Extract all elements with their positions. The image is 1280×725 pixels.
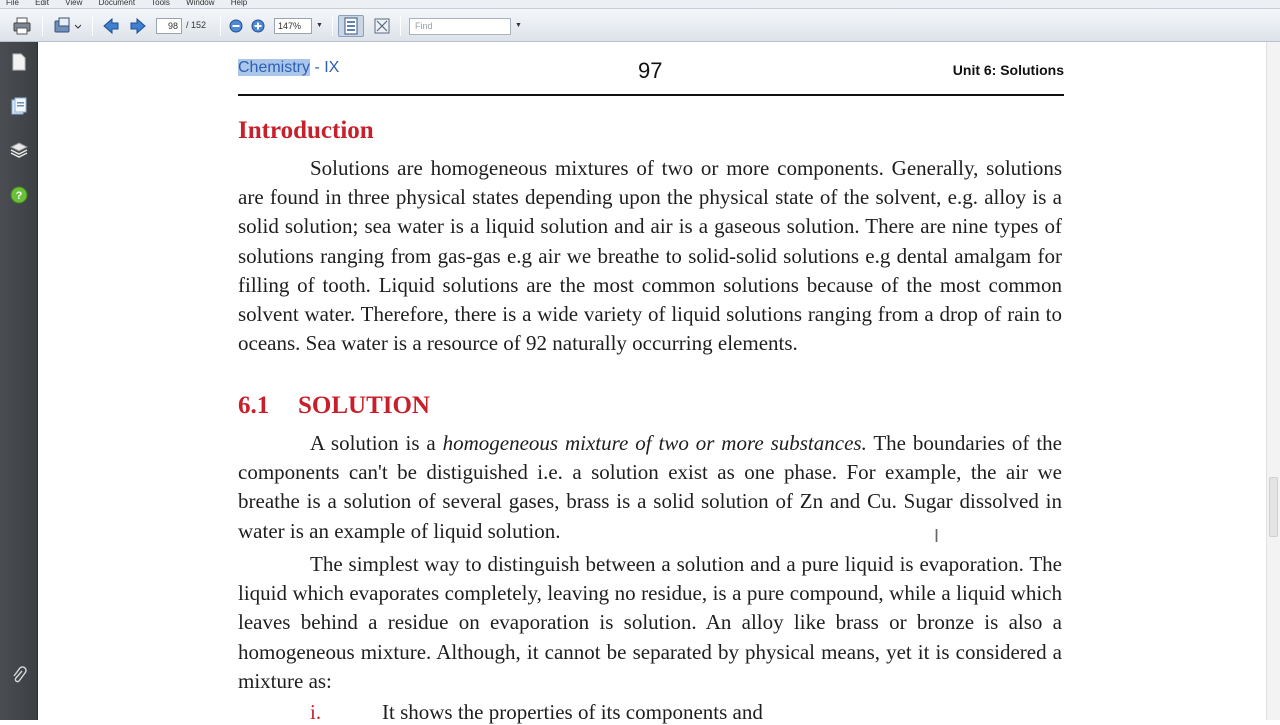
section-number: 6.1 xyxy=(238,392,270,419)
menu-view[interactable]: View xyxy=(65,0,83,7)
menu-document[interactable]: Document xyxy=(98,0,136,7)
attachments-panel-button[interactable] xyxy=(9,98,29,118)
evaporation-text: The simplest way to distinguish between a solution and a pure liquid is evaporation. The liquid which evaporates completely, leaving no residue, is a pure compound, while a liquid which leaves behind a residue on evaporation is solution. An alloy like brass or bronze is also a homogeneous mixture. Although, it cannot be separated by physical means, yet it is considered a mixture as: xyxy=(238,552,1062,693)
solution-text-start: A solution is a xyxy=(310,431,443,455)
zoom-in-button[interactable] xyxy=(248,15,268,37)
zoom-input[interactable]: 147% xyxy=(274,18,312,34)
fit-page-icon xyxy=(343,17,359,35)
zoom-dropdown-arrow[interactable]: ▼ xyxy=(316,22,323,29)
toolbar-separator xyxy=(92,16,93,36)
menu-file[interactable]: File xyxy=(6,0,19,7)
attachments-panel-icon xyxy=(11,97,27,120)
scrollbar-thumb[interactable] xyxy=(1269,477,1278,537)
full-screen-button[interactable] xyxy=(370,15,394,37)
previous-page-button[interactable] xyxy=(99,15,123,37)
header-unit-title: Unit 6: Solutions xyxy=(952,62,1064,78)
header-subject xyxy=(238,59,339,77)
solution-definition: homogeneous mixture of two or more substances. xyxy=(442,431,867,455)
evaporation-paragraph xyxy=(238,550,1062,696)
find-input[interactable]: Find xyxy=(409,18,511,35)
fit-page-button[interactable] xyxy=(338,15,364,37)
list-marker: i. xyxy=(310,700,322,724)
header-page-number: 97 xyxy=(638,58,663,83)
help-icon xyxy=(10,186,28,209)
menu-window[interactable]: Window xyxy=(186,0,215,7)
menu-help[interactable]: Help xyxy=(230,0,248,7)
running-header xyxy=(238,54,1064,96)
pages-panel-button[interactable] xyxy=(9,54,29,74)
attachments-button[interactable] xyxy=(9,667,29,687)
svg-text:?: ? xyxy=(15,189,23,202)
toolbar-separator xyxy=(400,16,401,36)
menu-bar xyxy=(0,0,1280,9)
navigation-pane xyxy=(0,42,38,720)
list-item-text: It shows the properties of its components and xyxy=(382,700,763,724)
toolbar xyxy=(0,9,1280,42)
layers-panel-button[interactable] xyxy=(9,142,29,162)
export-icon xyxy=(53,17,81,35)
toolbar-separator xyxy=(332,16,333,36)
full-screen-icon xyxy=(373,17,391,35)
introduction-text: Solutions are homogeneous mixtures of two or more components. Generally, solutions are found in three physical states depending upon the physical state of the solvent, e.g. alloy is a solid solution; sea water is a liquid solution and air is a gaseous solution. There are nine types of solutions ranging from gas-gas e.g air we breathe to solid-solid solutions e.g dental amalgam for filling of tooth. Liquid solutions are the most common solutions because of the most common solvent water. Therefore, there is a wide variety of liquid solutions ranging from a drop of rain to oceans. Sea water is a resource of 92 naturally occurring elements. xyxy=(238,156,1062,356)
print-icon xyxy=(12,17,32,35)
page-number-input[interactable]: 98 xyxy=(156,18,182,34)
layers-panel-icon xyxy=(10,142,28,163)
section-heading xyxy=(238,392,430,420)
zoom-in-icon xyxy=(251,19,265,33)
next-page-button[interactable] xyxy=(126,15,150,37)
help-button[interactable] xyxy=(9,187,29,207)
print-button[interactable] xyxy=(10,15,34,37)
export-button[interactable] xyxy=(52,15,82,37)
page-total: / 152 xyxy=(186,20,207,30)
header-subject-suffix: - IX xyxy=(310,59,340,76)
paperclip-icon xyxy=(11,666,27,689)
previous-page-icon xyxy=(102,17,120,35)
section-title: SOLUTION xyxy=(298,392,430,419)
text-cursor-icon: I xyxy=(934,526,940,546)
next-page-icon xyxy=(129,17,147,35)
pages-panel-icon xyxy=(12,53,26,76)
vertical-scrollbar[interactable] xyxy=(1266,42,1280,720)
introduction-heading: Introduction xyxy=(238,117,374,144)
solution-text-end: The boundaries of the components can't be distiguished i.e. a solution exist as one phase. For example, the air we breathe is a solution of several gases, brass is a solid solution of Zn and Cu. Sugar dissolved in water is an example of liquid solution. xyxy=(238,431,1062,543)
menu-edit[interactable]: Edit xyxy=(35,0,49,7)
menu-tools[interactable]: Tools xyxy=(151,0,170,7)
selected-text[interactable]: Chemistry xyxy=(238,59,311,76)
introduction-paragraph xyxy=(238,154,1062,358)
toolbar-separator xyxy=(220,16,221,36)
zoom-out-button[interactable] xyxy=(226,15,246,37)
zoom-out-icon xyxy=(229,19,243,33)
toolbar-separator xyxy=(42,16,43,36)
find-options-arrow[interactable]: ▼ xyxy=(515,22,522,29)
